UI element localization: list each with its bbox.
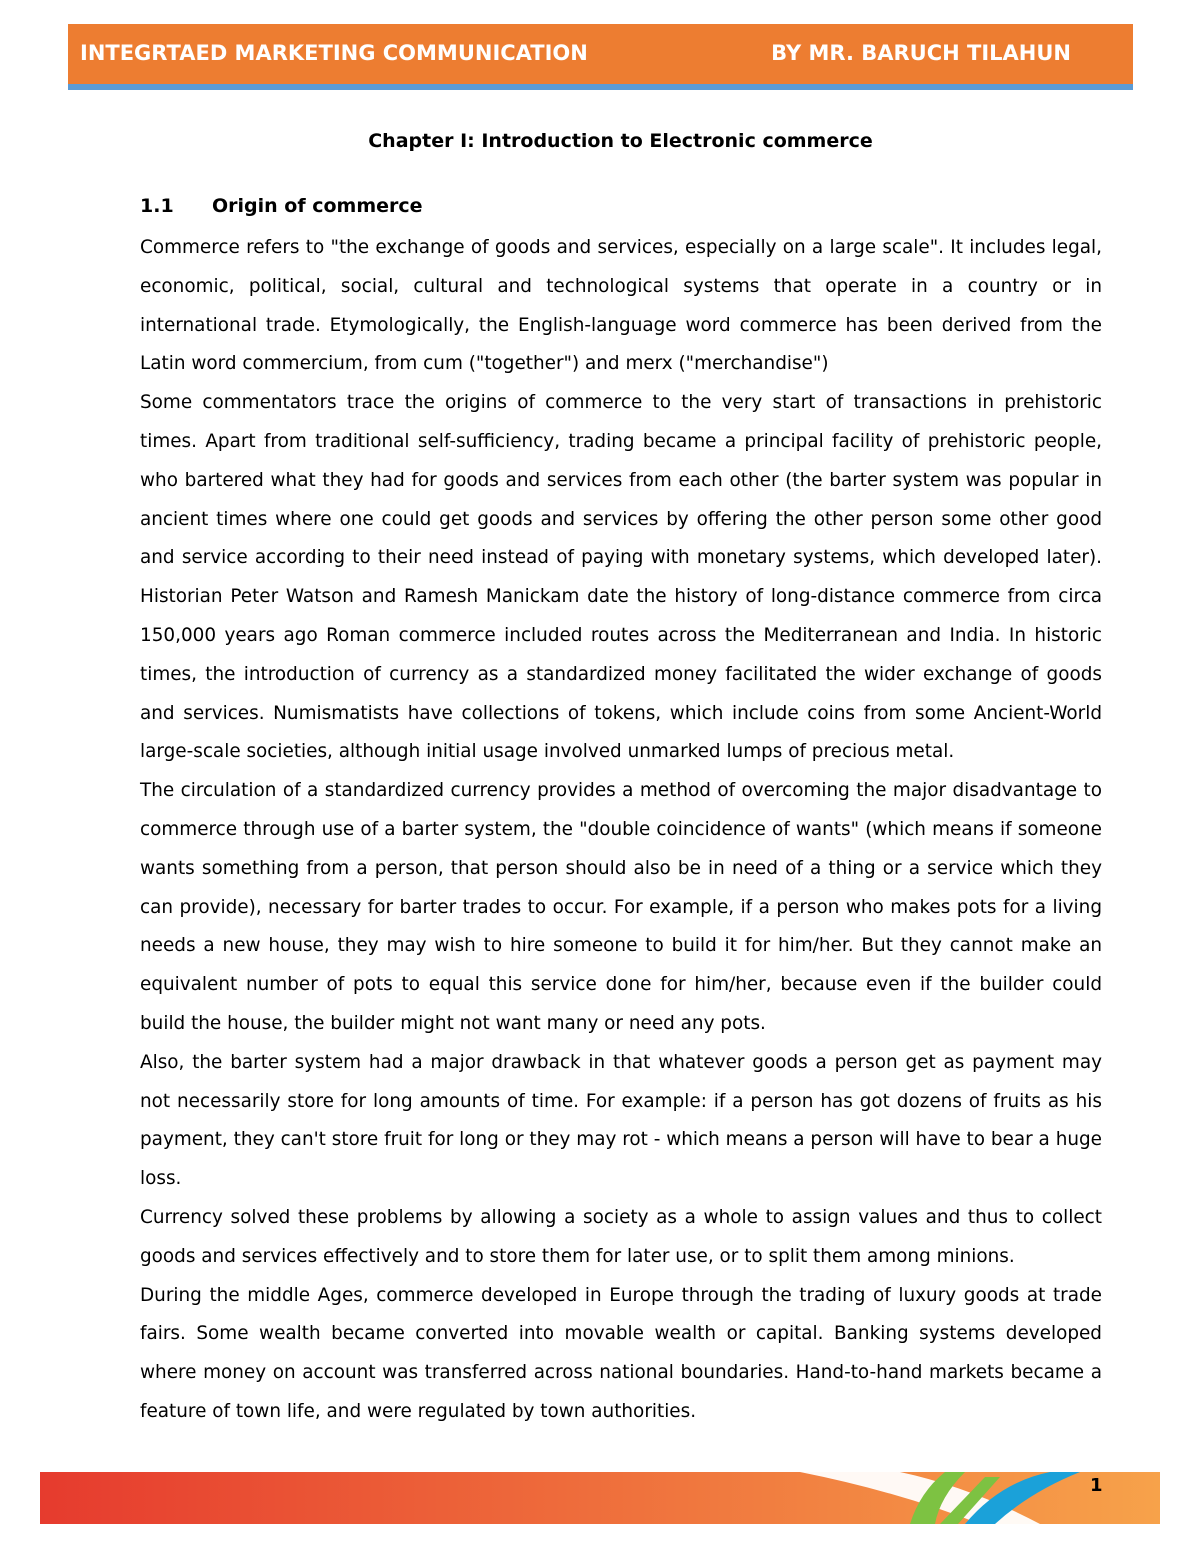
footer-decoration (40, 1472, 1160, 1524)
section-number: 1.1 (140, 195, 174, 217)
paragraph: Some commentators trace the origins of commerce to the very start of transactions in prehistoric times. Apart from traditional self-sufficiency, trading became a principal facility of prehistoric people, who bartered what they had for goods and services from each other (the barter system was popular in ancient times where one could get goods and services by offering the other person some other good and service according to their need instead of paying with monetary systems, which developed later). Historian Peter Watson and Ramesh Manickam date the history of long-distance commerce from circa 150,000 years ago Roman commerce included routes across the Mediterranean and India. In historic times, the introduction of currency as a standardized money facilitated the wider exchange of goods and services. Numismatists have collections of tokens, which include coins from some Ancient-World large-scale societies, although initial usage involved unmarked lumps of precious metal. (140, 392, 1102, 763)
body-text (140, 229, 1102, 1432)
paragraph: Also, the barter system had a major drawback in that whatever goods a person get as payment may not necessarily store for long amounts of time. For example: if a person has got dozens of fruits as his payment, they can't store fruit for long or they may rot - which means a person will have to bear a huge loss. (140, 1051, 1102, 1190)
paragraph: Currency solved these problems by allowing a society as a whole to assign values and thus to collect goods and services effectively and to store them for later use, or to split them among minions. (140, 1206, 1102, 1267)
page-footer (40, 1472, 1160, 1524)
paragraph: The circulation of a standardized currency provides a method of overcoming the major disadvantage to commerce through use of a barter system, the "double coincidence of wants" (which means if someone wants something from a person, that person should also be in need of a thing or a service which they can provide), necessary for barter trades to occur. For example, if a person who makes pots for a living needs a new house, they may wish to hire someone to build it for him/her. But they cannot make an equivalent number of pots to equal this service done for him/her, because even if the builder could build the house, the builder might not want many or need any pots. (140, 780, 1102, 1034)
header-title: INTEGRTAED MARKETING COMMUNICATION (80, 41, 588, 65)
paragraph: During the middle Ages, commerce developed in Europe through the trading of luxury goods at trade fairs. Some wealth became converted into movable wealth or capital. Banking systems developed where money on account was transferred across national boundaries. Hand-to-hand markets became a feature of town life, and were regulated by town authorities. (140, 1284, 1102, 1422)
paragraph: Commerce refers to "the exchange of goods and services, especially on a large scale". It includes legal, economic, political, social, cultural and technological systems that operate in a country or in international trade. Etymologically, the English-language word commerce has been derived from the Latin word commercium, from cum ("together") and merx ("merchandise") (140, 237, 1102, 375)
section-heading (140, 195, 423, 217)
header-author: BY MR. BARUCH TILAHUN (771, 41, 1071, 65)
chapter-title: Chapter I: Introduction to Electronic commerce (368, 130, 873, 152)
section-title: Origin of commerce (212, 195, 423, 217)
page-header (68, 24, 1133, 90)
page-number: 1 (1090, 1475, 1103, 1496)
